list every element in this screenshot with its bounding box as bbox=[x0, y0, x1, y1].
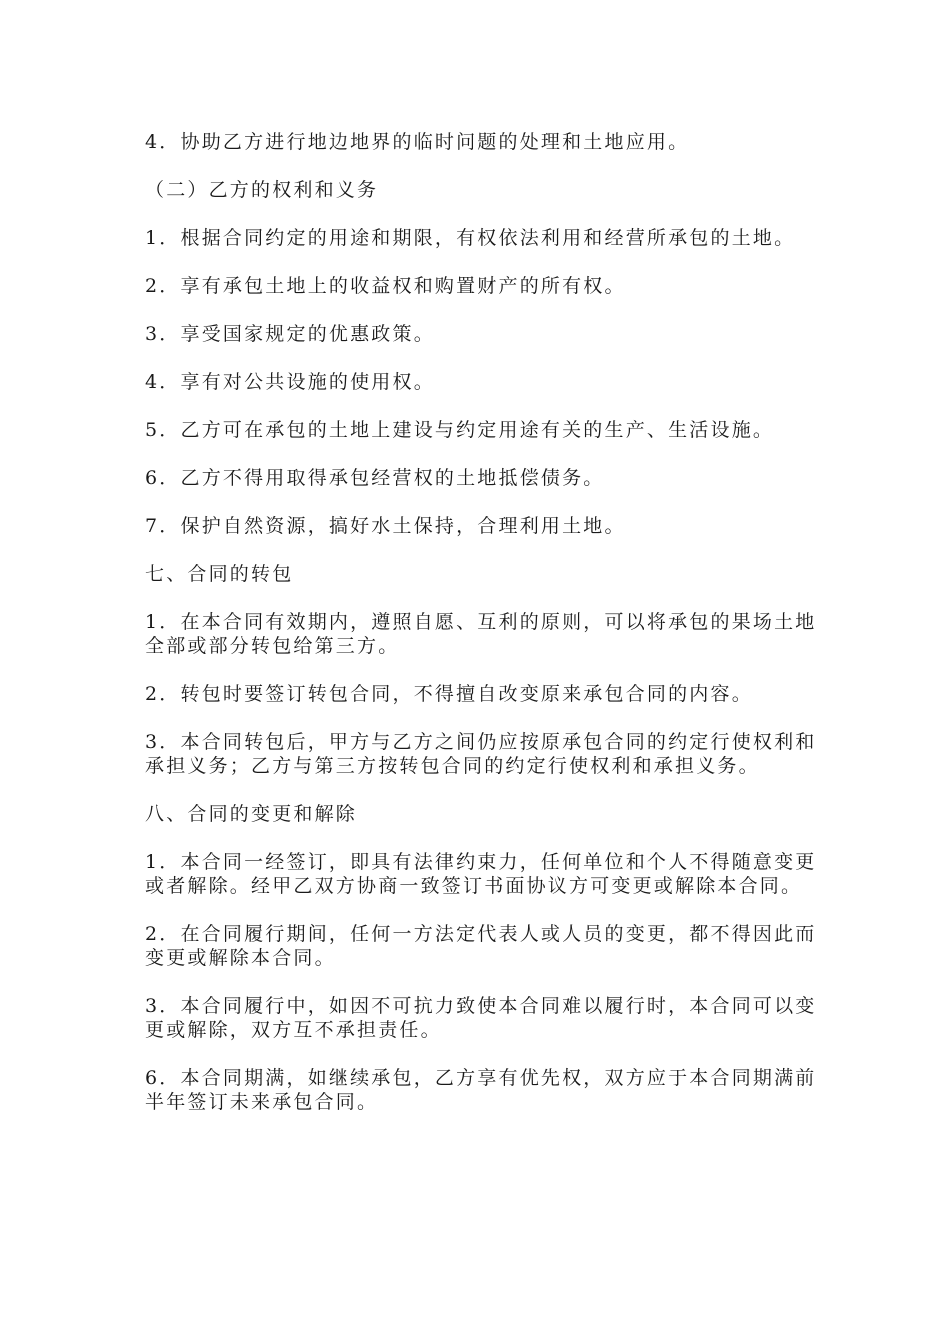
paragraph-1: 4．协助乙方进行地边地界的临时问题的处理和土地应用。 bbox=[145, 131, 690, 153]
paragraph-13: 3．本合同转包后，甲方与乙方之间仍应按原承包合同的约定行使权利和承担义务；乙方与第三方按转包合同的约定行使权利和承担义务。 bbox=[145, 731, 817, 777]
paragraph-15: 1．本合同一经签订，即具有法律约束力，任何单位和个人不得随意变更或者解除。经甲乙双方协商一致签订书面协议方可变更或解除本合同。 bbox=[145, 851, 817, 897]
paragraph-16: 2．在合同履行期间，任何一方法定代表人或人员的变更，都不得因此而变更或解除本合同。 bbox=[145, 923, 817, 969]
paragraph-18: 6．本合同期满，如继续承包，乙方享有优先权，双方应于本合同期满前半年签订未来承包合同。 bbox=[145, 1067, 817, 1113]
paragraph-17: 3．本合同履行中，如因不可抗力致使本合同难以履行时，本合同可以变更或解除，双方互不承担责任。 bbox=[145, 995, 817, 1041]
paragraph-8: 6．乙方不得用取得承包经营权的土地抵偿债务。 bbox=[145, 467, 605, 489]
paragraph-7: 5．乙方可在承包的土地上建设与约定用途有关的生产、生活设施。 bbox=[145, 419, 775, 441]
section-heading-party-b-rights: （二）乙方的权利和义务 bbox=[145, 179, 379, 201]
paragraph-11: 1．在本合同有效期内，遵照自愿、互利的原则，可以将承包的果场土地全部或部分转包给第三方。 bbox=[145, 611, 817, 657]
paragraph-3: 1．根据合同约定的用途和期限，有权依法利用和经营所承包的土地。 bbox=[145, 227, 796, 249]
section-heading-subcontract: 七、合同的转包 bbox=[145, 563, 294, 585]
paragraph-5: 3．享受国家规定的优惠政策。 bbox=[145, 323, 435, 345]
paragraph-4: 2．享有承包土地上的收益权和购置财产的所有权。 bbox=[145, 275, 626, 297]
paragraph-9: 7．保护自然资源，搞好水土保持，合理利用土地。 bbox=[145, 515, 626, 537]
paragraph-6: 4．享有对公共设施的使用权。 bbox=[145, 371, 435, 393]
section-heading-change-termination: 八、合同的变更和解除 bbox=[145, 803, 358, 825]
paragraph-12: 2．转包时要签订转包合同，不得擅自改变原来承包合同的内容。 bbox=[145, 683, 753, 705]
document-body bbox=[145, 130, 825, 1138]
